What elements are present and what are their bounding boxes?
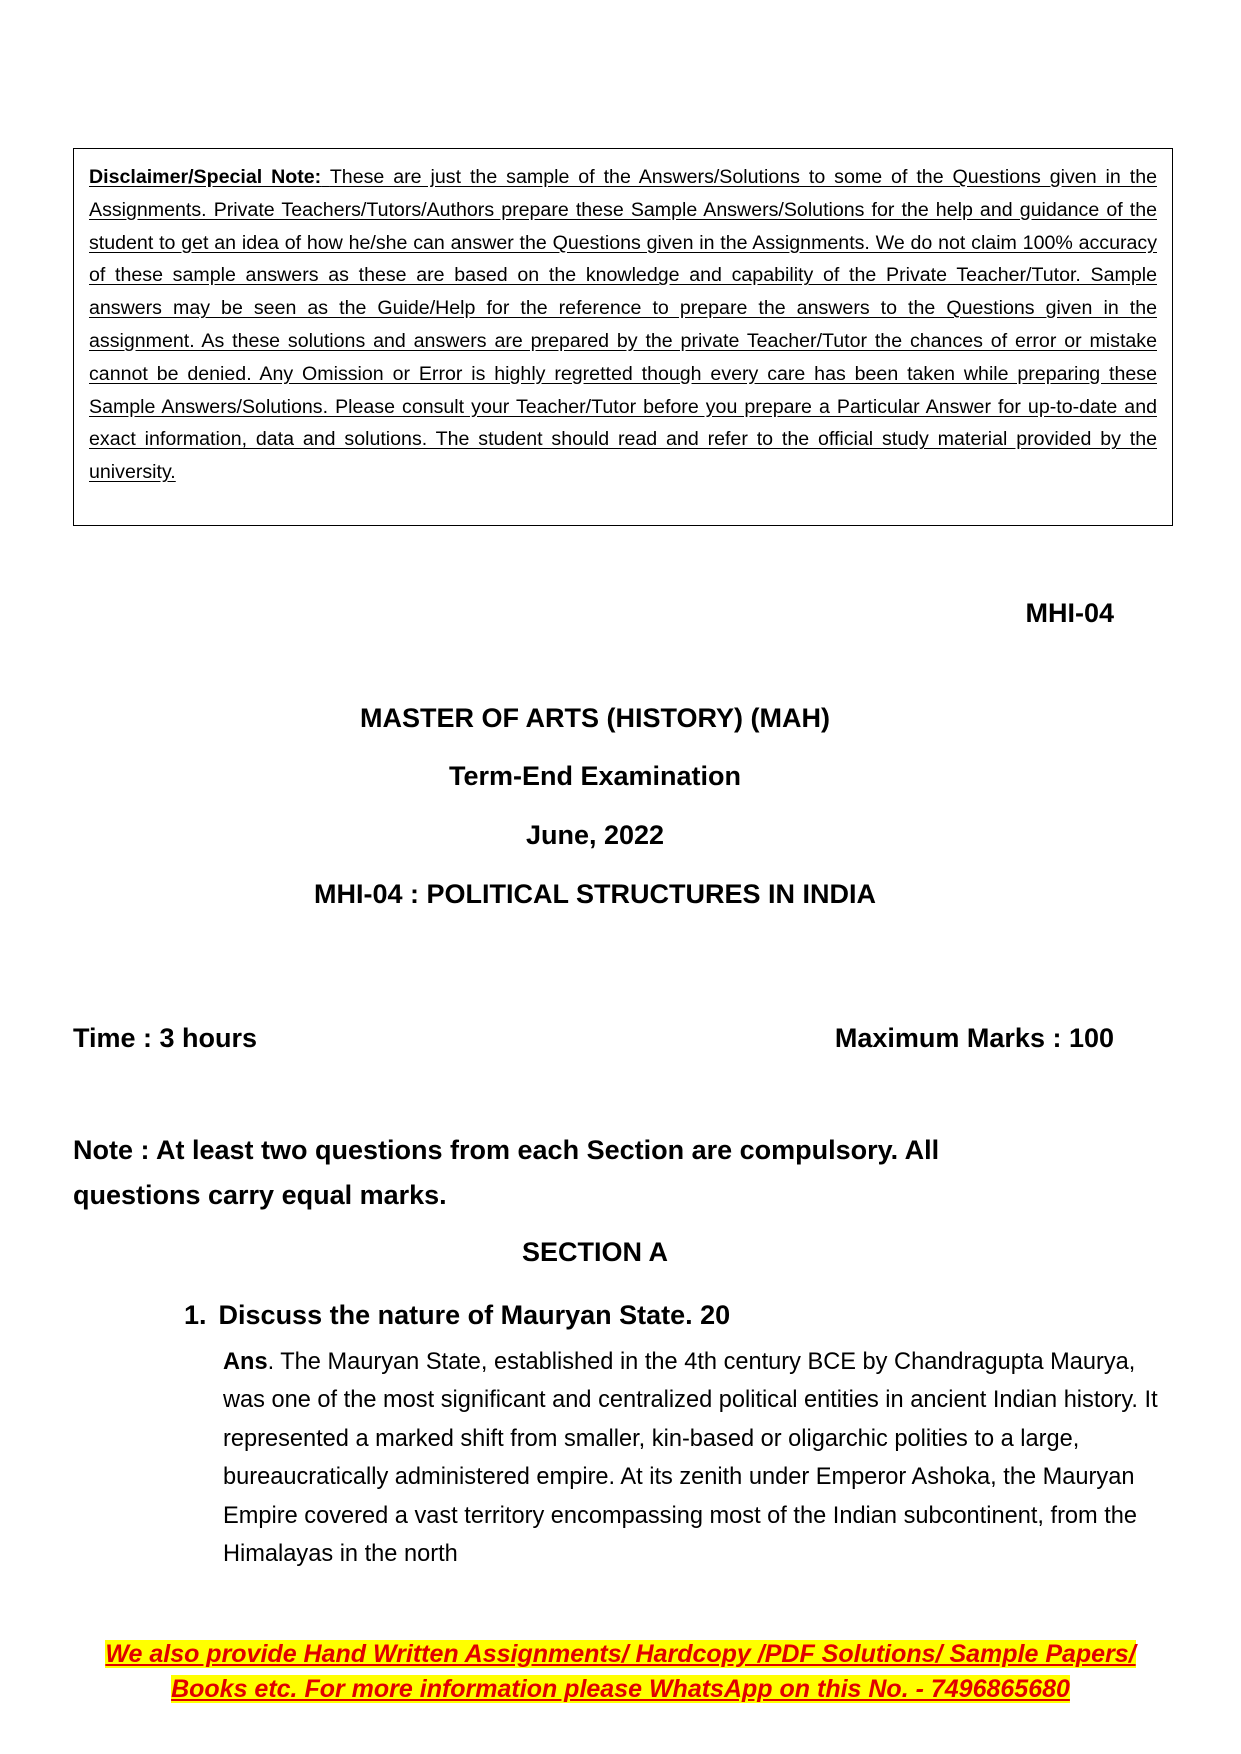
course-code: MHI-04 — [1025, 598, 1114, 628]
exam-meta-row — [73, 1023, 1114, 1054]
promo-banner — [0, 1637, 1241, 1707]
exam-note: Note : At least two questions from each Section are compulsory. All questions carry equal marks. — [73, 1135, 940, 1210]
answer-text: . The Mauryan State, established in the 4th century BCE by Chandragupta Maurya, was one of the most significant and centralized political entities in ancient Indian history. It represented a marked shift from smaller, kin-based or oligarchic polities to a large, bureaucratically administered empire. At its zenith under Emperor Ashoka, the Mauryan Empire covered a vast territory encompassing most of the Indian subcontinent, from the Himalayas in the north — [223, 1349, 1158, 1568]
answer-paragraph — [223, 1343, 1168, 1573]
answer-label: Ans — [223, 1349, 268, 1375]
promo-line-1: We also provide Hand Written Assignments/ Hardcopy /PDF Solutions/ Sample Papers/ — [105, 1640, 1136, 1668]
question-text: Discuss the nature of Mauryan State. 20 — [218, 1300, 731, 1330]
question-heading — [184, 1300, 730, 1331]
disclaimer-box — [73, 148, 1173, 526]
paper-title: MHI-04 : POLITICAL STRUCTURES IN INDIA — [313, 879, 877, 909]
exam-title: Term-End Examination — [448, 761, 742, 791]
disclaimer-text — [89, 161, 1157, 489]
time-label: Time : 3 hours — [73, 1023, 258, 1053]
promo-line-2: Books etc. For more information please WhatsApp on this No. - 7496865680 — [171, 1675, 1070, 1703]
disclaimer-body: These are just the sample of the Answers/Solutions to some of the Questions given in the Assignments. Private Teachers/Tutors/Authors prepare these Sample Answers/Solutions for the help and guidance of the student to get an idea of how he/she can answer the Questions given in the Assignments. We do not claim 100% accuracy of these sample answers as these are based on the knowledge and capability of the Private Teacher/Tutor. Sample answers may be seen as the Guide/Help for the reference to prepare the answers to the Questions given in the assignment. As these solutions and answers are prepared by the private Teacher/Tutor the chances of error or mistake cannot be denied. Any Omission or Error is highly regretted though every care has been taken while preparing these Sample Answers/Solutions. Please consult your Teacher/Tutor before you prepare a Particular Answer for up-to-date and exact information, data and solutions. The student should read and refer to the official study material provided by the university. — [89, 166, 1158, 484]
disclaimer-label: Disclaimer/Special Note: — [89, 166, 322, 188]
question-number: 1. — [184, 1300, 207, 1330]
programme-title: MASTER OF ARTS (HISTORY) (MAH) — [360, 703, 830, 733]
section-heading: SECTION A — [521, 1237, 668, 1267]
max-marks-label: Maximum Marks : 100 — [834, 1023, 1114, 1053]
session-title: June, 2022 — [525, 820, 665, 850]
